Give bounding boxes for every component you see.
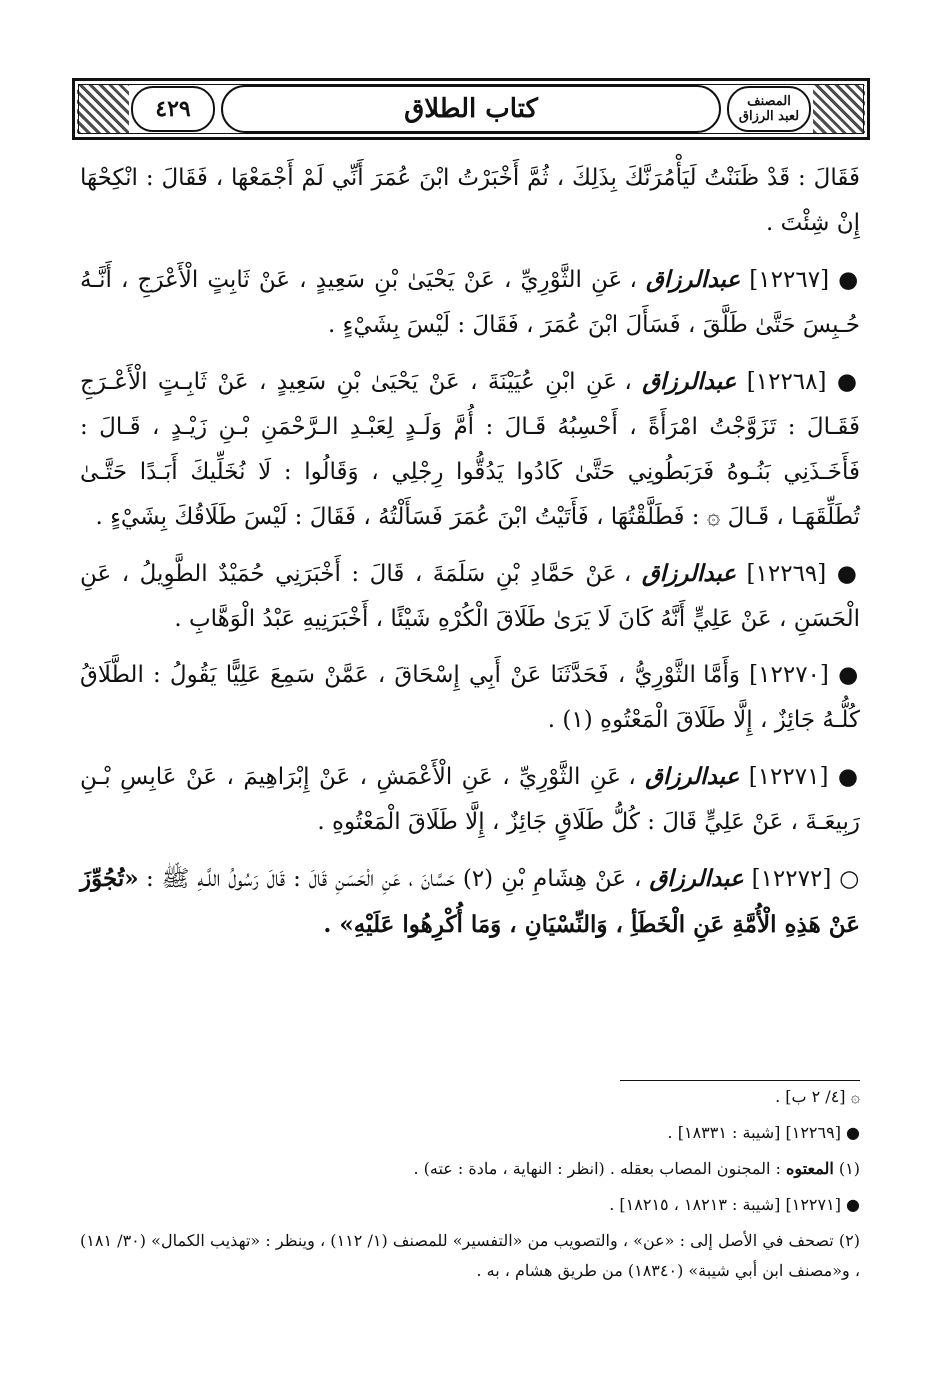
footnote-2 [80, 1226, 860, 1286]
book-logo [727, 86, 811, 132]
footnote-text: : المجنون المصاب بعقله . (انظر : النهاية ، مادة : عته) . [413, 1159, 781, 1178]
main-text [80, 156, 860, 959]
isnad-name: عبدالرزاق [649, 865, 744, 892]
report-number: [١٢٢٧٠] [749, 662, 829, 688]
paragraph-text: ، عَنِ ابْنِ عُيَيْنَةَ ، عَنْ يَحْيَىٰ بْنِ سَعِيدٍ ، عَنْ ثَابِـتٍ الْأَعْـرَجِ فَقَـالَ : تَزَوَّجْتُ امْرَأَةً ، أَحْسِبُهُ قَـالَ : أُمَّ وَلَـدٍ لِعَبْـدِ الـرَّحْمَنِ بْـنِ زَيْـدٍ ، قَـالَ : فَأَخَـذَنِي بَنُـوهُ فَرَبَطُونِي حَتَّىٰ كَادُوا يَدُقُّوا رِجْلِي ، وَقَالُوا : لَا نُخَلِّيكَ أَبَـدًا حَتَّـىٰ تُطَلِّقَهَـا ، قَـالَ ۞ : فَطَلَّقْتُهَا ، فَأَتَيْتُ ابْنَ عُمَرَ فَسَأَلْتُهُ ، فَقَالَ : لَيْسَ طَلَاقُكَ بِشَيْءٍ . [80, 369, 860, 530]
paragraph-text: وَأَمَّا الثَّوْرِيُّ ، فَحَدَّثَنَا عَنْ أَبِي إِسْحَاقَ ، عَمَّنْ سَمِعَ عَلِيًّا يَقُولُ : الطَّلَاقُ كُلُّـهُ جَائِزٌ ، إِلَّا طَلَاقَ الْمَعْتُوهِ (١) . [80, 662, 860, 733]
logo-line-1: المصنف [747, 94, 791, 109]
isnad-name: عبدالرزاق [641, 560, 737, 587]
report-number: [١٢٢٦٨] [746, 369, 827, 395]
report-number: [١٢٢٦٧] [749, 267, 830, 293]
footnote-source-12271 [80, 1190, 860, 1220]
report-number: [١٢٢٧٢] [751, 866, 832, 892]
paragraph-text: ، عَنْ حَمَّادِ بْنِ سَلَمَةَ ، قَالَ : أَخْبَرَنِي حُمَيْدٌ الطَّوِيلُ ، عَنِ الْحَسَنِ ، عَنْ عَلِيٍّ أَنَّهُ كَانَ لَا يَرَىٰ طَلَاقَ الْكُرْهِ شَيْئًا ، أَخْبَرَنِيهِ عَبْدُ الْوَهَّابِ . [80, 561, 860, 632]
bullet-icon: ● [846, 1123, 860, 1142]
footnotes [80, 1082, 860, 1292]
book-title: كتاب الطلاق [404, 94, 538, 124]
bullet-icon: ● [836, 369, 861, 395]
footnote-text: [١٢٢٧١] [شيبة : ١٨٢١٣ ، ١٨٢١٥] . [609, 1195, 841, 1214]
circle-marker-icon: ○ [839, 866, 861, 892]
hadith-12267 [80, 257, 860, 348]
footnote-number: (٢) [838, 1231, 861, 1250]
hadith-12268 [80, 359, 860, 540]
page-number: ٤٢٩ [155, 96, 191, 122]
hadith-12269 [80, 551, 860, 642]
ornament-right-icon [813, 85, 865, 133]
paragraph-text: ، عَنِ الثَّوْرِيِّ ، عَنِ الْأَعْمَشِ ، عَنْ إِبْرَاهِيمَ ، عَنْ عَابِسِ بْـنِ رَبِيعَـةَ ، عَنْ عَلِيٍّ قَالَ : كُلُّ طَلَاقٍ جَائِزٌ ، إِلَّا طَلَاقَ الْمَعْتُوهِ . [80, 764, 860, 835]
prophetic-hadith-text: «تُجُوِّزَ عَنْ هَذِهِ الْأُمَّةِ عَنِ الْخَطَأِ ، وَالنِّسْيَانِ ، وَمَا أُكْرِهُوا عَلَيْهِ» . [80, 865, 860, 938]
isnad-name: عبدالرزاق [642, 368, 737, 395]
footnote-text: [١٢٢٦٩] [شيبة : ١٨٣٣١] . [667, 1123, 841, 1142]
paragraph-text: فَقَالَ : قَدْ ظَنَنْتُ لَيَأْمُرَنَّكَ بِذَلِكَ ، ثُمَّ أَخْبَرْتُ ابْنَ عُمَرَ أَنِّي لَمْ أَجْمَعْهَا ، فَقَالَ : انْكِحْهَا إِنْ شِئْتَ . [80, 165, 860, 236]
bullet-icon: ● [837, 764, 860, 790]
footnote-source-12269 [80, 1118, 860, 1148]
hadith-12270 [80, 653, 860, 743]
report-number: [١٢٢٦٩] [746, 561, 827, 587]
isnad-name: عبدالرزاق [646, 266, 741, 293]
footnote-1 [80, 1154, 860, 1184]
logo-line-2: لعبد الرزاق [738, 109, 800, 124]
paragraph-continuation [80, 156, 860, 246]
footnote-text: ۞ [٤/ ٢ ب] . [775, 1087, 860, 1106]
bullet-icon: ● [838, 662, 861, 688]
footnote-number: (١) [838, 1159, 860, 1178]
footnote-term: المعتوه [786, 1159, 834, 1178]
footnote-text: تصحف في الأصل إلى : «عن» ، والتصويب من «التفسير» للمصنف (١/ ١١٢) ، وينظر : «تهذيب الكمال» (٣٠/ ١٨١) ، و«مصنف ابن أبي شيبة» (١٨٣٤٠) من طريق هشام ، به . [80, 1231, 860, 1280]
isnad-name: عبدالرزاق [645, 763, 740, 790]
paragraph-text: ، عَنِ الثَّوْرِيِّ ، عَنْ يَحْيَىٰ بْنِ سَعِيدٍ ، عَنْ ثَابِتٍ الْأَعْرَجِ ، أَنَّـهُ حُـبِسَ حَتَّىٰ طَلَّقَ ، فَسَأَلَ ابْنَ عُمَرَ ، فَقَالَ : لَيْسَ بِشَيْءٍ . [80, 267, 860, 338]
hadith-12271 [80, 754, 860, 845]
footnote-folio [80, 1082, 860, 1112]
title-cartouche [221, 85, 721, 133]
ornament-left-icon [77, 85, 129, 133]
bullet-icon: ● [846, 1195, 860, 1214]
hadith-12272 [80, 856, 860, 948]
report-number: [١٢٢٧١] [748, 764, 829, 790]
bullet-icon: ● [836, 561, 861, 587]
paragraph-text: ، عَنْ هِشَامِ بْنِ (٢) حَسَّانَ ، عَنِ الْحَسَنِ قَالَ : قَالَ رَسُولُ اللَّـهِ ﷺ : [145, 866, 642, 892]
footnote-separator [620, 1080, 860, 1081]
page-number-cartouche [131, 86, 215, 132]
page-header [72, 78, 870, 140]
bullet-icon: ● [838, 267, 861, 293]
